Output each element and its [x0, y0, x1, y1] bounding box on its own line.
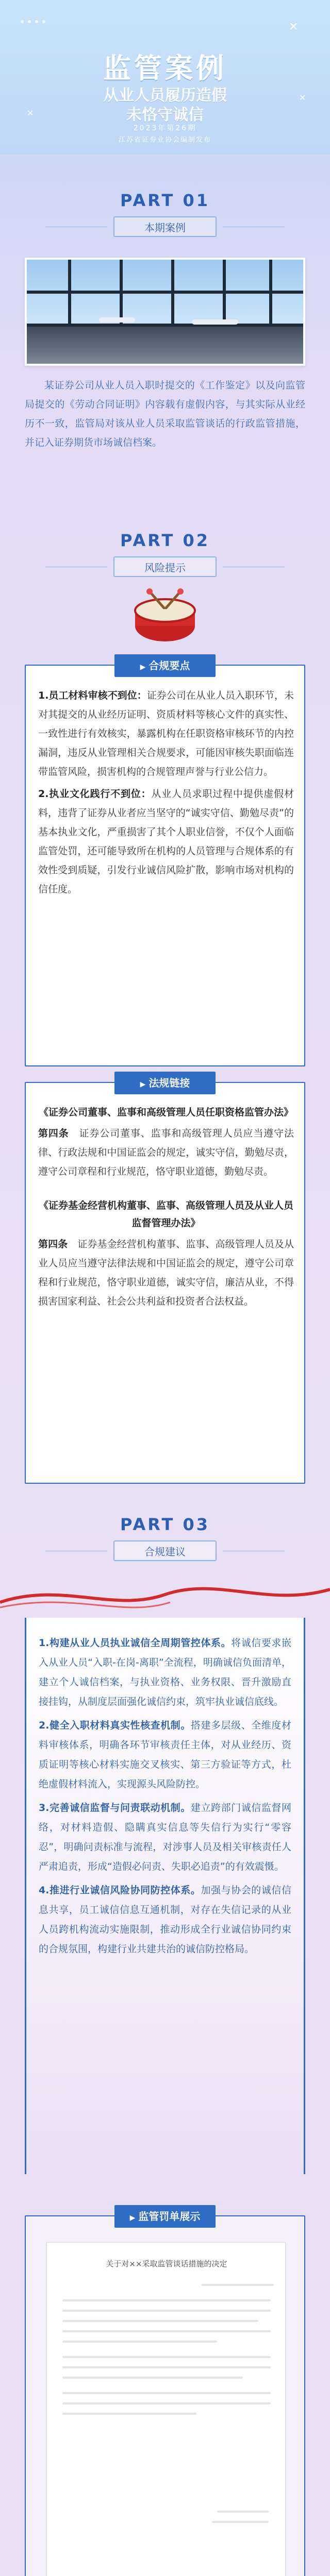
law-article: 第四条 证券公司董事、监事和高级管理人员应当遵守法律、行政法规和中国证监会的规定，诚实守信，勤勉尽责，遵守公司章程和行业规范，恪守职业道德，勤勉尽责。 — [38, 1128, 294, 1177]
decor-cross-icon: ✕ — [299, 93, 306, 103]
document-title: 关于对××采取监管谈话措施的决定 — [106, 2259, 227, 2268]
penalty-notice-box — [25, 2210, 305, 2576]
page-subtitle-2: 未恪守诚信 — [126, 106, 204, 124]
part-02-tag: 风险提示 — [113, 556, 217, 577]
page-subtitle-1: 从业人员履历造假 — [103, 87, 227, 105]
risk-item: 1.员工材料审核不到位：证券公司在从业人员入职环节，未对其提交的从业经历证明、资质材料等核心文件的真实性、一致性进行有效核实，暴露机构在任职资格审核环节的内控漏洞，违反从业管理相关合规要求，可能因审核失职面临连带监管风险，损害机构的合规管理声誉与行业公信力。 — [38, 690, 294, 777]
law-title: 《证券公司董事、监事和高级管理人员任职资格监管办法》 — [38, 1107, 293, 1118]
decor-dots — [21, 15, 50, 25]
penalty-document-image — [46, 2242, 286, 2576]
part-01-tag: 本期案例 — [113, 216, 217, 237]
risk-item: 2.执业文化践行不到位：从业人员求职过程中提供虚假材料，违背了证券从业者应当坚守的“诚实守信、勤勉尽责”的基本执业文化，严重损害了其个人职业信誉，不仅个人面临监管处罚，还可能导致所在机构的人员管理与合规体系的有效性受到质疑，引发行业诚信风险扩散，影响市场对机构的信任度。 — [38, 788, 294, 895]
suggestion-item: 4.推进行业诚信风险协同防控体系。加强与协会的诚信信息共享，员工诚信信息互通机制，对存在失信记录的从业人员跨机构流动实施限制，推动形成全行业诚信协同约束的合规氛围，构建行业共建共治的诚信防控格局。 — [39, 1885, 291, 1955]
ribbon-decor — [0, 1571, 330, 1618]
case-description: 某证券公司从业人员入职时提交的《工作鉴定》以及向监管局提交的《劳动合同证明》内容载有虚假内容，与其实际从业经历不一致，监管局对该从业人员采取监管谈话的行政监管措施，并记入证券期货市场诚信档案。 — [25, 380, 305, 448]
suggestion-item: 1.构建从业人员执业诚信全周期管控体系。将诚信要求嵌入从业人员“入职-在岗-离职”全流程，明确诚信负面清单，建立个人诚信档案，与执业资格、业务权限、晋升激励直接挂钩，从制度层面强化诚信约束，筑牢执业诚信底线。 — [39, 1637, 291, 1707]
decor-cross-icon: ✕ — [289, 21, 299, 33]
page-title: 监管案例 — [103, 52, 227, 84]
publisher: 江苏省证券业协会编制发布 — [118, 136, 211, 144]
part-03-tag: 合规建议 — [113, 1540, 217, 1561]
law-article: 第四条 证券基金经营机构董事、监事、高级管理人员及从业人员应当遵守法律法规和中国证监会的规定，遵守公司章程和行业规范，恪守职业道德，诚实守信，廉洁从业，不得损害国家利益、社会公共利益和投资者合法权益。 — [38, 1239, 294, 1307]
issue-number: 2023年第26期 — [133, 124, 197, 132]
part-02-label: PART 02 — [120, 531, 210, 550]
compliance-points-box — [25, 659, 305, 1066]
part-01-label: PART 01 — [120, 191, 210, 210]
case-photo — [25, 258, 305, 366]
decor-cross-icon: ✕ — [27, 108, 34, 118]
penalty-notice-heading: ▶ 监管罚单展示 — [114, 2205, 216, 2228]
compliance-points-heading: ▶ 合规要点 — [114, 654, 216, 677]
suggestions-box — [25, 1618, 305, 2174]
law-links-box — [25, 1077, 305, 1484]
law-links-heading: ▶ 法规链接 — [114, 1072, 216, 1094]
header-banner — [0, 0, 330, 155]
law-title: 《证券基金经营机构董事、监事、高级管理人员及从业人员监督管理办法》 — [38, 1200, 293, 1229]
suggestion-item: 2.健全入职材料真实性核查机制。搭建多层级、全维度材料审核体系，明确各环节审核责任主体，对从业经历、资质证明等核心材料实施交叉核实、第三方验证等方式，杜绝虚假材料流入，实现源头风险防控。 — [39, 1720, 291, 1790]
suggestion-item: 3.完善诚信监督与问责联动机制。建立跨部门诚信监督网络，对材料造假、隐瞒真实信息等失信行为实行“零容忍”，明确问责标准与流程，对涉事人员及相关审核责任人严肃追责，形成“造假必问责、失职必追责”的有效震慑。 — [39, 1802, 291, 1872]
part-03-label: PART 03 — [120, 1515, 210, 1534]
drum-icon — [129, 587, 201, 644]
